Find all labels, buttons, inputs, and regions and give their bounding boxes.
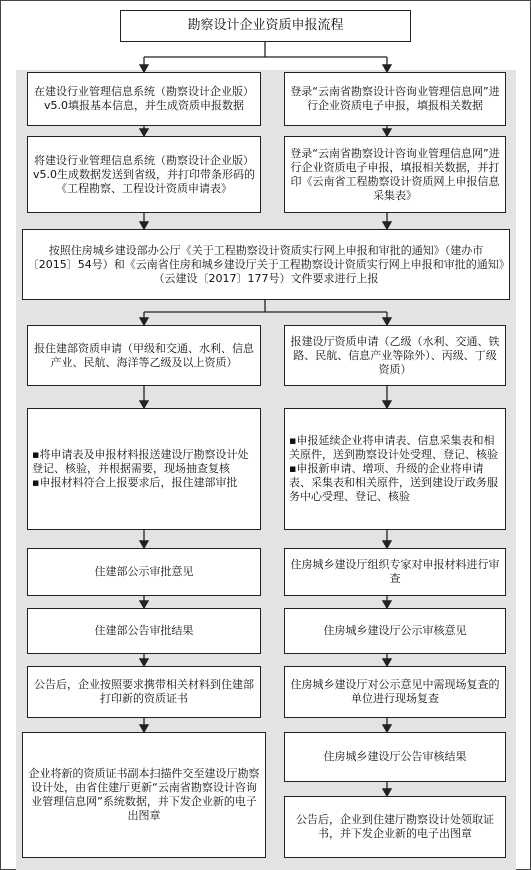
step-text: 报住建部资质申请（甲级和交通、水利、信息产业、民航、海洋等乙级及以上资质） [34,341,254,369]
step-right-department-application [284,325,506,386]
step-text: 住建部公示审批意见 [94,565,194,578]
step-right-announce [284,732,506,782]
page-title [120,10,411,42]
step-right-expert-review [284,548,506,596]
step-right-collect-certificate [284,796,506,858]
step-left-fill-basic-info [27,72,261,126]
step-text: 报建设厅资质申请（乙级（水利、交通、铁路、民航、信息产业等除外）、丙级、丁级资质） [290,334,500,376]
page-title-text: 勘察设计企业资质申报流程 [187,18,344,33]
step-right-submit-materials [284,408,506,530]
step-text: 住房城乡建设厅对公示意见中需现场复查的单位进行现场复查 [290,678,500,705]
step-left-ministry-announce [27,608,261,654]
step-text: 登录“云南省勘察设计咨询业管理信息网”进行企业资质电子申报，填报相关数据 [290,85,500,112]
step-text: 住房城乡建设厅公示审核意见 [323,624,467,637]
step-text: ▪申报延续企业将申请表、信息采集表和相关原件，送到勘察设计处受理、登记、核验 ▪申报新申请、增项、升级的企业将申请表、采集表和相关原件，送到建设厅政务服务中心受理、登记、核验 [289,434,498,503]
step-text: 在建设行业管理信息系统（勘察设计企业版）v5.0填报基本信息，并生成资质申报数据 [34,85,254,112]
step-left-submit-materials [27,408,261,530]
step-text: 登录“云南省勘察设计咨询业管理信息网”进行企业资质电子申报，填报相关数据，并打印《云南省工程勘察设计资质网上申报信息采集表》 [290,146,500,202]
step-text: 公告后，企业按照要求携带相关材料到住建部打印新的资质证书 [34,678,254,705]
step-left-send-data [27,136,261,213]
step-left-print-certificate [27,666,261,718]
step-text: 住房城乡建设厅公告审核结果 [323,750,467,763]
step-left-ministry-publicize [27,548,261,596]
step-text: 住建部公告审批结果 [94,624,194,637]
step-text: 住房城乡建设厅组织专家对申报材料进行审查 [290,558,500,585]
step-right-publicize [284,608,506,654]
step-right-login-print [284,136,506,213]
step-text: 企业将新的资质证书副本扫描件交至建设厅勘察设计处，由省住建厅更新“云南省勘察设计咨询业管理信息网”系统数据，并下发企业新的电子出图章 [28,767,260,822]
step-right-login-fill [284,72,506,126]
step-text: ▪将申请表及申报材料报送建设厅勘察设计处登记、核验，并根据需要，现场抽查复核 ▪申报材料符合上报要求后，报住建部审批 [32,448,249,489]
step-left-ministry-application [27,325,261,386]
step-left-update-system [22,732,266,858]
step-right-onsite-review [284,666,506,718]
step-text: 将建设行业管理信息系统（勘察设计企业版）v5.0生成数据发送到省级，并打印带条形码的《工程勘察、工程设计资质申请表》 [32,153,255,195]
step-text: 公告后，企业到住建厅勘察设计处领取证书，并下发企业新的电子出图章 [296,813,494,840]
step-text: 按照住房城乡建设部办公厅《关于工程勘察设计资质实行网上申报和审批的通知》（建办市〔2015〕54号）和《云南省住房和城乡建设厅关于工程勘察设计资质实行网上申报和审批的通知》（云建设〔2017〕177号）文件要求进行上报 [27,243,505,285]
step-submit-per-notices [22,229,510,300]
